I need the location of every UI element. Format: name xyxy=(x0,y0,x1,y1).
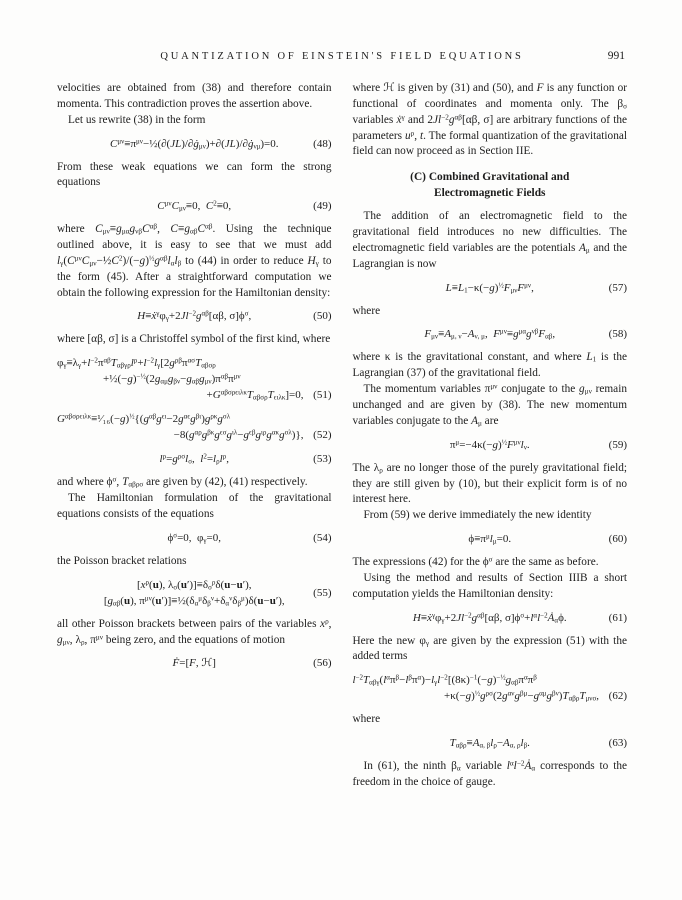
paragraph: velocities are obtained from (38) and therefore contain momenta. This contradiction proves the assertion above. xyxy=(57,82,332,110)
right-column xyxy=(353,81,628,791)
equation-body: $\varphi_\gamma\equiv\lambda_\gamma+l^{-2}\pi^{\alpha\beta}T_{\alpha\beta\gamma\rho}l^\rho+l^{-2}l_\gamma[2g^{\rho\beta}\pi^{\alpha\sigma}T_{\alpha\beta\sigma\rho}$ xyxy=(57,356,216,370)
paragraph: the Poisson bracket relations xyxy=(57,554,187,567)
equation-58 xyxy=(353,326,628,342)
paragraph: In (61), the ninth $\beta_\alpha$ variable $l^\alpha l^{-2}Ȧ_\alpha$ corresponds to the freedom in the choice of gauge. xyxy=(352,759,627,788)
equation-59 xyxy=(353,437,628,453)
paragraph: The addition of an electromagnetic field to the gravitational field introduces no new difficulties. The electromagnetic field variables are the potentials $A_\mu$ and the Lagrangian is now xyxy=(352,210,627,270)
equation-60 xyxy=(353,531,628,547)
paragraph: and where $\phi^\sigma$, $T_{\alpha\beta\rho\sigma}$ are given by (42), (41) respectively. xyxy=(57,475,308,489)
equation-number: (53) xyxy=(313,453,332,466)
paragraph: The expressions (42) for the $\phi^\sigma$ are the same as before. xyxy=(352,555,599,569)
left-column xyxy=(57,81,332,791)
equation-number: (62) xyxy=(608,690,627,703)
equation-number: (50) xyxy=(313,310,332,323)
page-number: 991 xyxy=(607,50,625,62)
equation-body: $\phi^\sigma=0$, $\varphi_\gamma=0$, xyxy=(167,531,221,545)
equation-number: (59) xyxy=(608,438,627,451)
equation-49 xyxy=(57,198,332,214)
equation-54 xyxy=(57,530,332,546)
equation-51 xyxy=(57,355,332,403)
equation-57 xyxy=(353,280,628,296)
equation-56 xyxy=(57,655,332,671)
equation-62 xyxy=(353,672,628,704)
equation-body: $H\equiv ẋ^\gamma\varphi_\gamma+2Jl^{-2}g^{\alpha\beta}[\alpha\beta$, $\sigma]\phi^\sigma+l^\alpha l^{-2}Ȧ_\alpha\phi$. xyxy=(412,611,567,625)
equation-number: (49) xyxy=(313,200,332,213)
equation-body: $+\kappa(-g)^{\frac{1}{2}}g^{\rho\sigma}(2g^{\alpha\nu}g^{\beta\mu}-g^{\alpha\mu}g^{\beta\nu})T_{\alpha\beta\rho}T_{\mu\nu\sigma}$, xyxy=(444,689,599,703)
section-heading-line2: Electromagnetic Fields xyxy=(434,187,546,200)
equation-body: $F_{\mu\nu}\equiv A_{\mu, \nu}-A_{\nu, \mu}$, $F^{\mu\nu}\equiv g^{\mu\alpha}g^{\nu\beta}F_{\alpha\beta}$, xyxy=(424,327,556,341)
equation-number: (54) xyxy=(313,531,332,544)
equation-body: $-8(g^{\alpha\rho}g^{\beta\kappa}g^{\epsilon\sigma}g^{\iota\lambda}-g^{\epsilon\beta}g^{\iota\rho}g^{\alpha\kappa}g^{\sigma\lambda})$}, xyxy=(173,428,304,442)
equation-body: [$x^\rho(u)$, $\lambda_\sigma(u')]\equiv\delta_\sigma^\rho\delta(u-u')$, xyxy=(136,578,252,592)
page-header xyxy=(57,51,627,67)
paragraph: From (59) we derive immediately the new identity xyxy=(363,509,592,522)
paragraph: all other Poisson brackets between pairs of the variables $x^\rho$, $g_{\mu\nu}$, $\lambda_\rho$, $\pi^{\mu\nu}$ being zero, and the equations of motion xyxy=(57,617,332,647)
equation-body: $C^{\mu\nu}C_{\mu\nu}\equiv 0$, $C^2\equiv 0$, xyxy=(157,199,232,213)
paragraph: where κ is the gravitational constant, and where $L_1$ is the Lagrangian (37) of the gravitational field. xyxy=(352,351,627,380)
equation-body: [$g_{\alpha\beta}(u)$, $\pi^{\mu\nu}(u')]\equiv\frac{1}{2}(\delta_\alpha^\mu\delta_\beta^\nu+\delta_\alpha^\nu\delta_\beta^\mu)\delta(u-u')$, xyxy=(103,594,285,608)
equation-52 xyxy=(57,411,332,443)
equation-number: (63) xyxy=(608,737,627,750)
paragraph: From these weak equations we can form the strong equations xyxy=(57,160,332,189)
paragraph: where [αβ, σ] is a Christoffel symbol of the first kind, where xyxy=(57,333,331,346)
equation-63 xyxy=(353,735,628,751)
equation-body: $+\frac{1}{2}(-g)^{-\frac{1}{2}}(2g_{\alpha\mu}g_{\beta\nu}-g_{\alpha\beta}g_{\mu\nu})\pi^{\alpha\beta}\pi^{\mu\nu}$ xyxy=(103,372,241,386)
equation-50 xyxy=(57,308,332,324)
equation-number: (56) xyxy=(313,657,332,670)
paragraph: The $\lambda_\rho$ are no longer those of the purely gravitational field; they are still given by (10), but their explicit form is of no interest here. xyxy=(352,461,627,506)
equation-number: (55) xyxy=(313,586,332,599)
equation-body: $C^{\mu\nu}\equiv\pi^{\mu\nu}-\frac{1}{2}(\partial(JL)/\partial ġ_{\mu\nu})+\partial(JL)/\partial ġ_{\nu\mu})=0$. xyxy=(109,137,279,151)
paragraph: Here the new $\varphi_\gamma$ are given by the expression (51) with the added terms xyxy=(352,634,627,663)
section-heading xyxy=(353,169,628,201)
equation-number: (48) xyxy=(313,137,332,150)
equation-number: (51) xyxy=(313,389,332,402)
equation-body: $l^{-2}T_{\alpha\beta\gamma}(l^\alpha\pi^\beta-l^\beta\pi^\alpha)-l_\gamma l^{-2}[(8\kappa)^{-1}(-g)^{-\frac{1}{2}}g_{\alpha\beta}\pi^\alpha\pi^\beta$ xyxy=(352,673,537,687)
equation-body: $H\equiv ẋ^\gamma\varphi_\gamma+2Jl^{-2}g^{\alpha\beta}[\alpha\beta$, $\sigma]\phi^\sigma$, xyxy=(137,309,252,323)
equation-number: (61) xyxy=(608,611,627,624)
equation-body: $l^\rho=g^{\rho\sigma}l_\sigma$, $l^2=l_\rho l^\rho$, xyxy=(159,452,229,466)
section-heading-line1: (C) Combined Gravitational and xyxy=(410,171,570,184)
equation-number: (52) xyxy=(313,429,332,442)
equation-body: $+G^{\alpha\beta\sigma\rho\epsilon\iota\lambda\kappa}T_{\alpha\beta\sigma\rho}T_{\epsilon\iota\lambda\kappa}]=0$, xyxy=(206,388,304,402)
paragraph: Using the method and results of Section IIIB a short computation yields the Hamiltonian density: xyxy=(352,571,627,600)
equation-number: (58) xyxy=(608,328,627,341)
equation-body: $L\equiv L_1-\kappa(-g)^{\frac{1}{2}}F_{\mu\nu}F^{\mu\nu}$, xyxy=(445,281,534,295)
equation-body: $\phi\equiv\pi^\mu l_\mu=0$. xyxy=(468,532,512,546)
equation-61 xyxy=(353,610,628,626)
paragraph: where $C_{\mu\nu}\equiv g_{\mu\alpha}g_{\nu\beta}C^{\alpha\beta}$, $C\equiv g_{\alpha\beta}C^{\alpha\beta}$. Using the technique outlined above, it is easy to see that we must add $l_\gamma(C^{\mu\nu}C_{\mu\nu}-\frac{1}{2}C^2)/(-g)^{\frac{1}{2}}g^{\alpha\beta}l_\alpha l_\beta$ to (44) in order to reduce $H_\gamma$ to the form (45). After a straightforward computation we obtain the following expression for the Hamiltonian density: xyxy=(57,222,332,299)
equation-body: $G^{\alpha\beta\sigma\rho\epsilon\iota\lambda\kappa}\equiv^1⁄_{16}(-g)^{\frac{1}{2}}\{(g^{\alpha\beta}g^{\epsilon\iota}-2g^{\alpha\epsilon}g^{\beta\iota})g^{\rho\kappa}g^{\sigma\lambda}$ xyxy=(57,412,231,426)
equation-number: (60) xyxy=(608,533,627,546)
paragraph: The Hamiltonian formulation of the gravitational equations consists of the equations xyxy=(57,492,332,520)
equation-number: (57) xyxy=(608,281,627,294)
equation-53 xyxy=(57,451,332,467)
paragraph: where ℋ is given by (31) and (50), and F is any function or functional of coordinates and momenta only. The $\beta_\sigma$ variables ẋ$^\gamma$ and $2Jl^{-2}g^{\alpha\beta}[\alpha\beta$, σ] are arbitrary functions of the parameters $u^\rho$, t. The formal quantization of the gravitational field can now proceed as in Section IIE. xyxy=(352,82,628,158)
where-label: where xyxy=(352,304,381,317)
where-label: where xyxy=(352,713,381,726)
equation-body: $\pi^\mu=-4\kappa(-g)^{\frac{1}{2}}F^{\mu\nu}l_\nu$. xyxy=(449,438,530,452)
equation-body: $T_{\alpha\beta\rho}\equiv A_{\alpha, \beta}l_\rho-A_{\alpha, \rho}l_\beta$. xyxy=(449,737,530,750)
two-column-body xyxy=(57,81,627,791)
paragraph: Let us rewrite (38) in the form xyxy=(68,113,206,126)
paragraph: The momentum variables $\pi^{\mu\nu}$ conjugate to the $g_{\mu\nu}$ remain unchanged and are given by (38). The new momentum variables conjugate to the $A_\mu$ are xyxy=(352,382,627,428)
equation-48 xyxy=(57,136,332,152)
equation-55 xyxy=(57,577,332,609)
equation-body: Ḟ=[F, ℋ] xyxy=(172,657,216,670)
running-title: QUANTIZATION OF EINSTEIN'S FIELD EQUATIONS xyxy=(160,51,524,62)
